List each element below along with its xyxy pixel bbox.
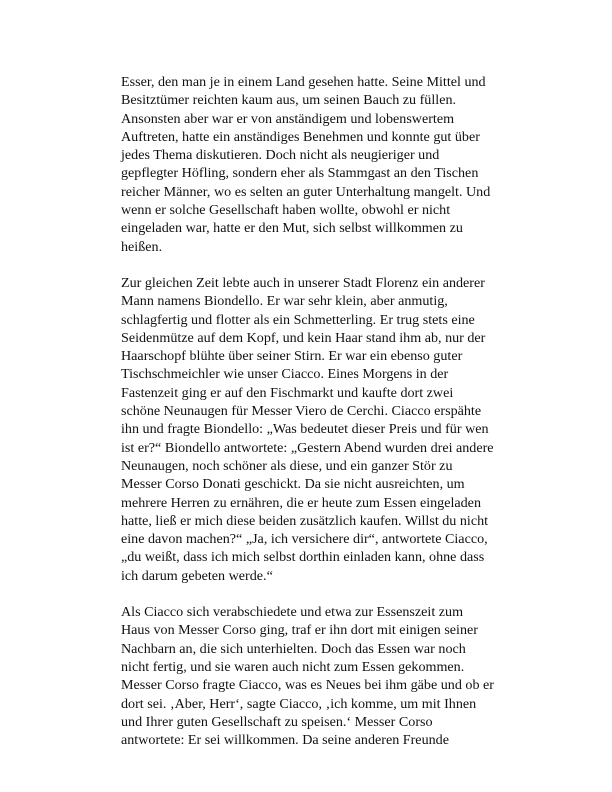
text-line: Zur gleichen Zeit lebte auch in unserer Stadt Florenz ein anderer: [121, 274, 485, 291]
text-line: Besitztümer reichten kaum aus, um seinen Bauch zu füllen.: [121, 92, 457, 109]
text-line: Haus von Messer Corso ging, traf er ihn dort mit einigen seiner: [121, 622, 478, 639]
text-line: schöne Neunaugen für Messer Viero de Cerchi. Ciacco erspähte: [121, 403, 482, 420]
text-line: heißen.: [121, 238, 163, 255]
text-line: Als Ciacco sich verabschiedete und etwa zur Essenszeit zum: [121, 604, 464, 621]
text-line: und Ihrer guten Gesellschaft zu speisen.‘ Messer Corso: [121, 713, 433, 730]
text-line: Esser, den man je in einem Land gesehen hatte. Seine Mittel und: [121, 74, 486, 90]
text-line: Messer Corso fragte Ciacco, was es Neues bei ihm gäbe und ob er: [121, 677, 494, 694]
text-line: Neunaugen, noch schöner als diese, und ein ganzer Stör zu: [121, 457, 453, 474]
text-line: ich darum gebeten werde.“: [121, 567, 273, 584]
text-line: Seidenmütze auf dem Kopf, und kein Haar stand ihm ab, nur der: [121, 329, 486, 346]
text-line: „du weißt, dass ich mich selbst dorthin einladen kann, ohne dass: [121, 549, 485, 566]
text-line: ihn und fragte Biondello: „Was bedeutet dieser Preis und für wen: [121, 421, 489, 438]
paragraph-2: [121, 274, 521, 585]
text-line: schlagfertig und flotter als ein Schmetterling. Er trug stets eine: [121, 311, 475, 328]
text-line: eingeladen war, hatte er den Mut, sich selbst willkommen zu: [121, 220, 463, 237]
text-line: eine davon machen?“ „Ja, ich versichere dir“, antwortete Ciacco,: [121, 531, 488, 548]
body-text: [121, 73, 521, 749]
paragraph-1: [121, 73, 521, 256]
text-line: hatte, ließ er mich diese beiden zusätzlich kaufen. Willst du nicht: [121, 512, 489, 529]
text-line: antwortete: Er sei willkommen. Da seine anderen Freunde: [121, 732, 449, 749]
text-line: Mann namens Biondello. Er war sehr klein, aber anmutig,: [121, 293, 448, 310]
text-line: mehrere Herren zu ernähren, die er heute zum Essen eingeladen: [121, 494, 481, 511]
text-line: Nachbarn an, die sich unterhielten. Doch das Essen war noch: [121, 640, 466, 657]
text-line: Haarschopf blühte über seiner Stirn. Er war ein ebenso guter: [121, 348, 463, 365]
text-line: nicht fertig, und sie waren auch nicht zum Essen gekommen.: [121, 658, 465, 675]
text-line: reicher Männer, wo es selten an guter Unterhaltung mangelt. Und: [121, 183, 491, 200]
text-line: gepflegter Höfling, sondern eher als Stammgast an den Tischen: [121, 165, 479, 182]
text-line: Fastenzeit ging er auf den Fischmarkt und kaufte dort zwei: [121, 384, 454, 401]
text-line: Ansonsten aber war er von anständigem und lobenswertem: [121, 110, 455, 127]
text-line: dort sei. ‚Aber, Herr‘, sagte Ciacco, ‚ich komme, um mit Ihnen: [121, 695, 477, 712]
text-line: wenn er solche Gesellschaft haben wollte, obwohl er nicht: [121, 202, 451, 219]
text-line: jedes Thema diskutieren. Doch nicht als neugieriger und: [121, 147, 440, 164]
text-line: Tischschmeichler wie unser Ciacco. Eines Morgens in der: [121, 366, 449, 383]
text-line: ist er?“ Biondello antwortete: „Gestern Abend wurden drei andere: [121, 439, 494, 456]
text-line: Auftreten, hatte ein anständiges Benehmen und konnte gut über: [121, 128, 480, 145]
text-line: Messer Corso Donati geschickt. Da sie nicht ausreichten, um: [121, 476, 465, 493]
paragraph-3: [121, 603, 521, 749]
